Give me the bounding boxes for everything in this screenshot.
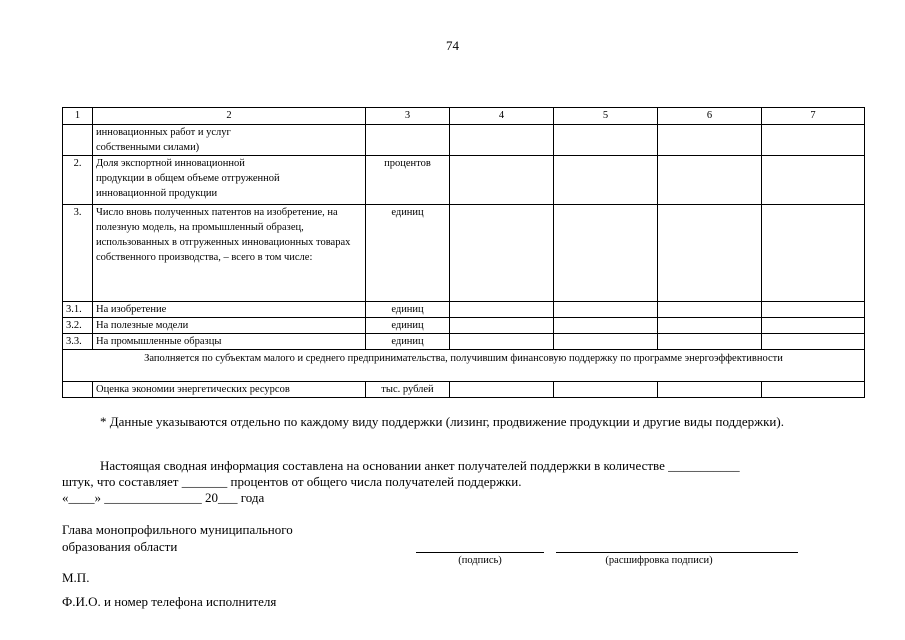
table-row xyxy=(63,334,865,350)
data-cell xyxy=(554,302,658,318)
row-name: Доля экспортной инновационной продукции в общем объеме отгруженной инновационной продукции xyxy=(93,156,366,205)
row-number: 3.3. xyxy=(63,334,93,350)
page-number: 74 xyxy=(446,38,459,53)
header-cell: 3 xyxy=(366,108,450,125)
data-cell xyxy=(658,318,762,334)
header-cell: 1 xyxy=(63,108,93,125)
report-table xyxy=(62,107,865,398)
data-cell xyxy=(658,125,762,156)
row-number: 3.2. xyxy=(63,318,93,334)
footnote: * Данные указываются отдельно по каждому виду поддержки (лизинг, продвижение продукции и другие виды поддержки). xyxy=(100,414,784,429)
data-cell xyxy=(762,334,865,350)
executor-label: Ф.И.О. и номер телефона исполнителя xyxy=(62,594,277,609)
row-number: 3.1. xyxy=(63,302,93,318)
data-cell xyxy=(450,382,554,398)
data-cell xyxy=(762,318,865,334)
table-note: Заполняется по субъектам малого и среднего предпринимательства, получившим финансовую поддержку по программе энергоэффективности xyxy=(63,350,865,382)
stamp-label: М.П. xyxy=(62,570,90,585)
row-name: инновационных работ и услуг собственными силами) xyxy=(93,125,366,156)
table-header-row xyxy=(63,108,865,125)
data-cell xyxy=(658,302,762,318)
data-cell xyxy=(658,205,762,302)
data-cell xyxy=(762,125,865,156)
signature-caption: (подпись) xyxy=(458,555,502,566)
decode-line xyxy=(556,552,798,553)
row-number: 3. xyxy=(63,205,93,302)
row-unit xyxy=(366,125,450,156)
header-cell: 4 xyxy=(450,108,554,125)
summary-line: штук, что составляет _______ процентов от общего числа получателей поддержки. xyxy=(62,474,522,489)
row-name: На промышленные образцы xyxy=(93,334,366,350)
header-cell: 2 xyxy=(93,108,366,125)
data-cell xyxy=(554,334,658,350)
table-note-row xyxy=(63,350,865,382)
data-cell xyxy=(554,125,658,156)
table-row xyxy=(63,318,865,334)
head-title-line: образования области xyxy=(62,539,178,554)
data-cell xyxy=(450,318,554,334)
row-unit: единиц xyxy=(366,302,450,318)
header-cell: 7 xyxy=(762,108,865,125)
table-row xyxy=(63,156,865,205)
row-number xyxy=(63,382,93,398)
data-cell xyxy=(658,334,762,350)
row-name: Число вновь полученных патентов на изобретение, на полезную модель, на промышленный образец, использованных в отгруженных инновационных товарах собственного производства, – всего в том числе: xyxy=(93,205,366,302)
row-unit: процентов xyxy=(366,156,450,205)
data-cell xyxy=(762,205,865,302)
row-number: 2. xyxy=(63,156,93,205)
header-cell: 5 xyxy=(554,108,658,125)
row-unit: единиц xyxy=(366,318,450,334)
data-cell xyxy=(762,302,865,318)
data-cell xyxy=(554,318,658,334)
summary-line: Настоящая сводная информация составлена на основании анкет получателей поддержки в количестве ___________ xyxy=(100,458,740,473)
data-cell xyxy=(554,382,658,398)
table-row xyxy=(63,205,865,302)
decode-caption: (расшифровка подписи) xyxy=(605,555,713,566)
data-cell xyxy=(554,156,658,205)
head-title-line: Глава монопрофильного муниципального xyxy=(62,522,293,537)
row-number xyxy=(63,125,93,156)
row-unit: единиц xyxy=(366,205,450,302)
table-row xyxy=(63,302,865,318)
data-cell xyxy=(450,302,554,318)
row-name: Оценка экономии энергетических ресурсов xyxy=(93,382,366,398)
data-cell xyxy=(450,205,554,302)
table-row xyxy=(63,125,865,156)
row-unit: единиц xyxy=(366,334,450,350)
row-name: На изобретение xyxy=(93,302,366,318)
table-row xyxy=(63,382,865,398)
data-cell xyxy=(762,382,865,398)
row-name: На полезные модели xyxy=(93,318,366,334)
data-cell xyxy=(450,156,554,205)
date-line: «____» _______________ 20___ года xyxy=(62,490,265,505)
data-cell xyxy=(450,334,554,350)
row-unit: тыс. рублей xyxy=(366,382,450,398)
data-cell xyxy=(450,125,554,156)
data-cell xyxy=(762,156,865,205)
signature-line xyxy=(416,552,544,553)
data-cell xyxy=(658,156,762,205)
summary-block xyxy=(62,458,844,506)
header-cell: 6 xyxy=(658,108,762,125)
data-cell xyxy=(658,382,762,398)
data-cell xyxy=(554,205,658,302)
